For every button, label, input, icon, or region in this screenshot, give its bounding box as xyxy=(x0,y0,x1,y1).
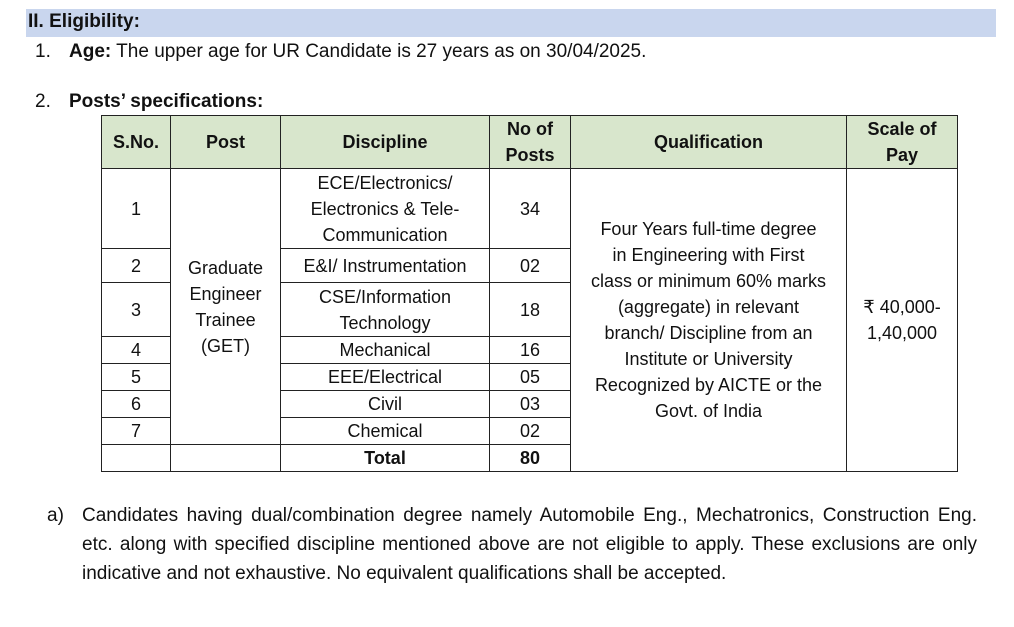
post-cell: Graduate Engineer Trainee (GET) xyxy=(171,169,281,445)
posts-number: 2. xyxy=(35,91,51,112)
age-line xyxy=(69,41,646,63)
row-posts: 02 xyxy=(490,249,571,283)
row-discipline: CSE/Information Technology xyxy=(281,283,490,337)
row-posts: 05 xyxy=(490,364,571,391)
pay-cell: ₹ 40,000- 1,40,000 xyxy=(847,169,958,472)
total-label: Total xyxy=(281,445,490,472)
age-text: The upper age for UR Candidate is 27 years as on 30/04/2025. xyxy=(111,41,647,62)
row-posts: 02 xyxy=(490,418,571,445)
header-pay: Scale of Pay xyxy=(847,116,958,169)
row-discipline: Mechanical xyxy=(281,337,490,364)
posts-table xyxy=(101,115,958,472)
note-label: a) xyxy=(47,505,64,526)
total-value: 80 xyxy=(490,445,571,472)
header-qualification: Qualification xyxy=(571,116,847,169)
qualification-cell: Four Years full-time degree in Engineering with First class or minimum 60% marks (aggregate) in relevant branch/ Discipline from an Institute or University Recognized by AICTE or the Govt. of India xyxy=(571,169,847,472)
header-posts: No of Posts xyxy=(490,116,571,169)
table-row xyxy=(102,169,958,249)
header-post: Post xyxy=(171,116,281,169)
total-sno-empty xyxy=(102,445,171,472)
posts-label: Posts’ specifications: xyxy=(69,91,264,112)
row-sno: 4 xyxy=(102,337,171,364)
row-sno: 1 xyxy=(102,169,171,249)
row-discipline: ECE/Electronics/ Electronics & Tele- Communication xyxy=(281,169,490,249)
note-paragraph: Candidates having dual/combination degree namely Automobile Eng., Mechatronics, Construction Eng. etc. along with specified discipline mentioned above are not eligible to apply. These exclusions are only indicative and not exhaustive. No equivalent qualifications shall be accepted. xyxy=(82,505,977,584)
row-discipline: Chemical xyxy=(281,418,490,445)
row-sno: 6 xyxy=(102,391,171,418)
row-sno: 5 xyxy=(102,364,171,391)
table-header-row xyxy=(102,116,958,169)
total-post-empty xyxy=(171,445,281,472)
age-number: 1. xyxy=(35,41,51,62)
age-label: Age: xyxy=(69,41,112,62)
row-discipline: E&I/ Instrumentation xyxy=(281,249,490,283)
row-discipline: EEE/Electrical xyxy=(281,364,490,391)
header-discipline: Discipline xyxy=(281,116,490,169)
row-posts: 34 xyxy=(490,169,571,249)
row-discipline: Civil xyxy=(281,391,490,418)
row-posts: 18 xyxy=(490,283,571,337)
row-posts: 16 xyxy=(490,337,571,364)
row-sno: 7 xyxy=(102,418,171,445)
section-header-bar xyxy=(26,9,996,37)
row-posts: 03 xyxy=(490,391,571,418)
header-sno: S.No. xyxy=(102,116,171,169)
row-sno: 2 xyxy=(102,249,171,283)
section-title: II. Eligibility: xyxy=(28,11,140,32)
row-sno: 3 xyxy=(102,283,171,337)
